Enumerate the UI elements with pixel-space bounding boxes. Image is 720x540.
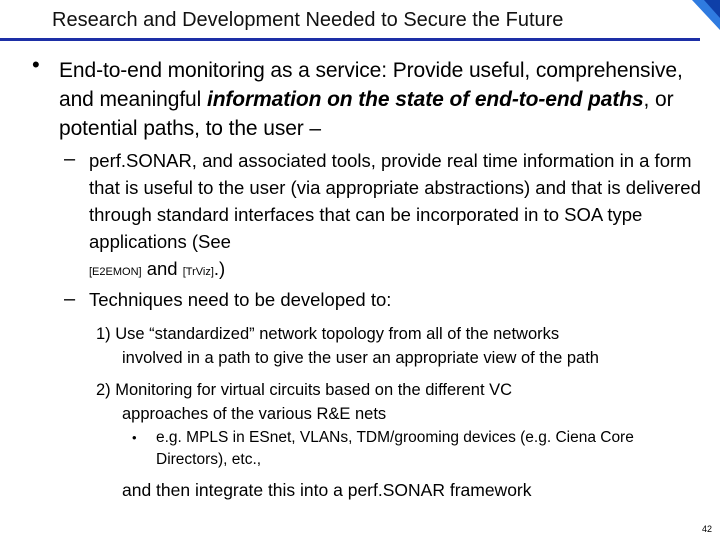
main-text-end: , or potential paths, to the user – — [59, 88, 674, 140]
item2-bullet-text: e.g. MPLS in ESnet, VLANs, TDM/grooming devices (e.g. Ciena Core Directors), etc., — [156, 429, 634, 468]
ref-e2emon: [E2EMON] — [89, 266, 142, 278]
item1-line1: 1) Use “standardized” network topology from all of the networks — [96, 325, 560, 343]
closing-text: and then integrate this into a perf.SONAR framework — [122, 480, 532, 500]
main-bullet: • — [32, 52, 40, 77]
item2-bullet: • — [132, 430, 137, 445]
item2-line1: 2) Monitoring for virtual circuits based on the different VC — [96, 381, 513, 399]
numbered-item-1 — [96, 322, 696, 370]
sub1-end: .) — [213, 258, 226, 279]
item1-line2: involved in a path to give the user an appropriate view of the path — [122, 349, 599, 367]
sub2-dash: – — [64, 288, 76, 310]
sub2-text: Techniques need to be developed to: — [89, 289, 392, 310]
sub1-and: and — [141, 258, 183, 279]
corner-accent-dark — [704, 0, 720, 18]
numbered-item-2 — [96, 378, 696, 426]
sub1-text — [89, 147, 709, 286]
main-text-start: End-to-end monitoring as a service: Provide useful, comprehensive, and meaningful — [59, 59, 683, 111]
ref-trviz: [TrViz] — [182, 266, 214, 278]
main-text-emphasis: information on the state of end-to-end paths — [206, 88, 644, 111]
main-bullet-text — [59, 56, 704, 143]
page-title: Research and Development Needed to Secure the Future — [52, 9, 564, 31]
sub1-body: perf.SONAR, and associated tools, provide real time information in a form that is useful to the user (via appropriate abstractions) and that is delivered through standard interfaces that can be incorporated in to SOA type applications (See — [89, 150, 701, 252]
item2-line2: approaches of the various R&E nets — [122, 405, 387, 423]
title-divider — [0, 38, 700, 41]
page-number: 42 — [701, 524, 712, 534]
sub1-dash: – — [64, 148, 76, 170]
